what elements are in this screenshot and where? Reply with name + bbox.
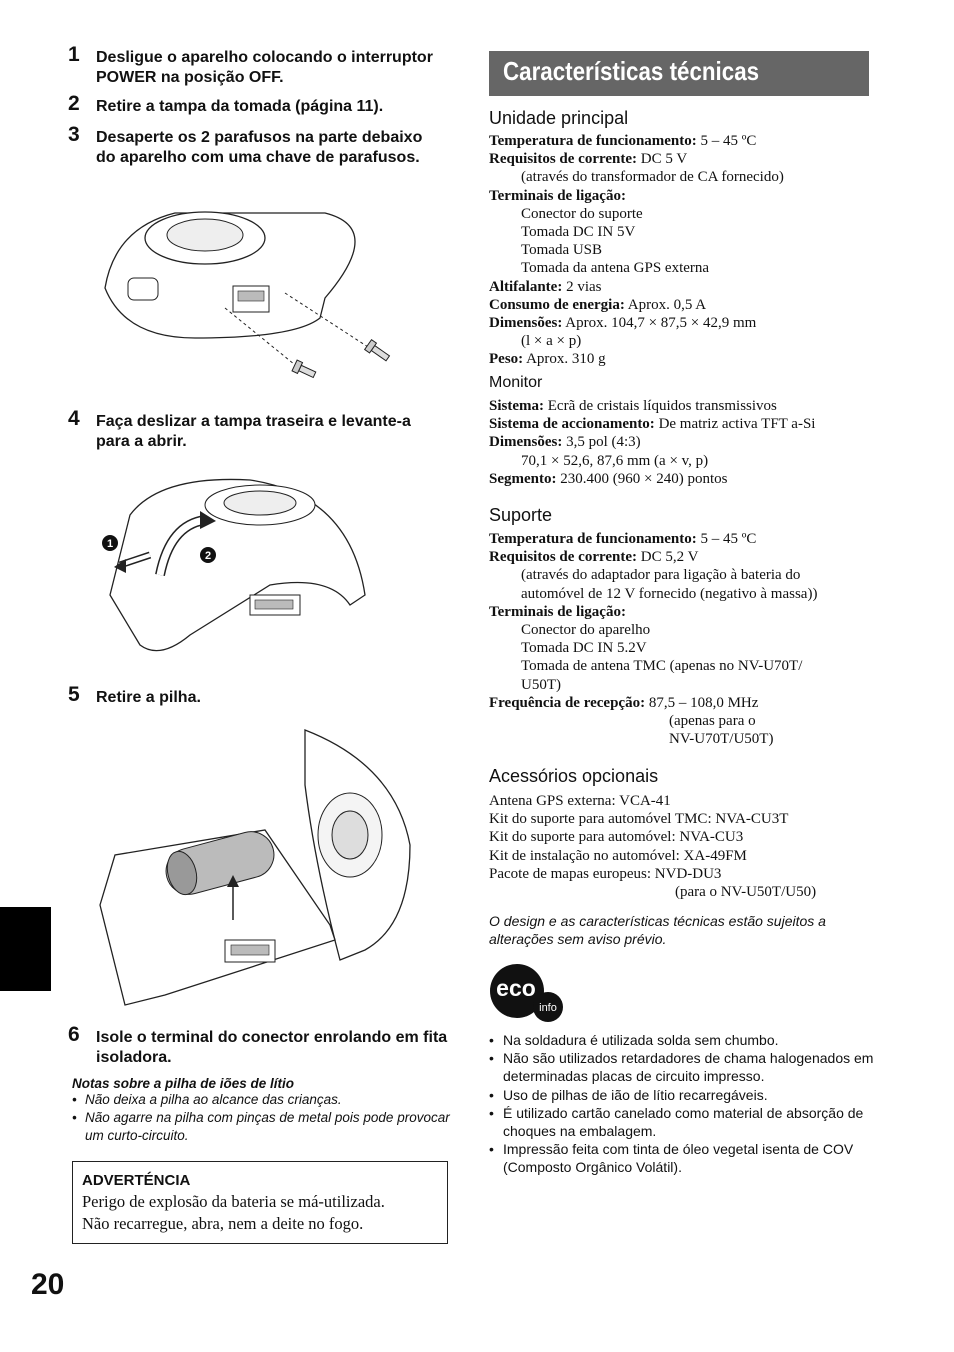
spec-value: Aprox. 0,5 A [624,296,707,313]
info-text: info [539,1002,557,1014]
accessory-item: Kit do suporte para automóvel TMC: NVA-CU3T [489,811,789,828]
callout-2: 2 [204,550,212,562]
accessory-note: (para o NV-U50T/U50) [675,884,817,901]
heading-unidade: Unidade principal [489,108,629,128]
spec-label: Temperatura de funcionamento: [489,133,697,149]
spec-note: (l × a × p) [521,333,582,350]
notes-title: Notas sobre a pilha de iões de lítio [72,1076,295,1091]
spec-item: Conector do aparelho [521,622,651,639]
eco-info-logo [489,963,569,1028]
warning-line: Não recarregue, abra, nem a deite no fogo. [82,1214,364,1233]
page-number: 20 [31,1268,65,1301]
spec-label: Requisitos de corrente: [489,151,638,168]
specs-unidade [489,132,889,369]
spec-value: Aprox. 310 g [523,351,606,368]
spec-label: Altifalante: [489,278,563,295]
spec-label: Peso: [489,351,524,368]
specs-monitor [489,397,889,488]
spec-value: DC 5,2 V [637,549,699,566]
step-text: Desligue o aparelho colocando o interruptor POWER na posição OFF. [96,49,433,86]
eco-list [489,1031,874,1177]
eco-text: eco [496,975,536,1001]
step-number: 4 [68,407,80,430]
step-5 [68,683,458,708]
spec-label: Terminais de ligação: [489,187,626,204]
specs-suporte [489,530,889,748]
spec-item: Conector do suporte [521,205,643,222]
spec-value: 2 vias [562,278,602,295]
spec-label: Consumo de energia: [489,296,625,313]
step-text: Faça deslizar a tampa traseira e levante-a para a abrir. [96,413,411,450]
section-tab-marker [0,907,51,991]
spec-note: 70,1 × 52,6, 87,6 mm (a × v, p) [521,452,709,469]
accessory-item: Antena GPS externa: VCA-41 [489,793,671,809]
heading-acessorios: Acessórios opcionais [489,766,659,786]
spec-label: Dimensões: [489,434,563,451]
spec-value: 3,5 pol (4:3) [562,434,641,451]
spec-item: Tomada de antena TMC (apenas no NV-U70T/ [521,658,803,675]
spec-label: Terminais de ligação: [489,603,626,620]
spec-item: Tomada da antena GPS externa [521,260,710,277]
step-number: 5 [68,683,80,706]
accessory-item: Pacote de mapas europeus: NVD-DU3 [489,865,722,882]
spec-label: Sistema: [489,398,544,414]
spec-label: Segmento: [489,470,557,487]
spec-value: 5 – 45 ºC [696,531,757,547]
section-title-bar [489,51,869,96]
spec-note: automóvel de 12 V fornecido (negativo à massa)) [521,585,818,602]
spec-value: Aprox. 104,7 × 87,5 × 42,9 mm [562,315,757,332]
note-item: • Não deixa a pilha ao alcance das crianças. [72,1091,457,1109]
spec-label: Frequência de recepção: [489,694,646,711]
spec-label: Dimensões: [489,315,563,332]
battery-notes [72,1076,457,1145]
spec-note: NV-U70T/U50T) [669,731,774,748]
step-number: 2 [68,92,80,115]
figure-screws-removal [95,198,395,388]
spec-value: DC 5 V [637,151,688,168]
spec-item: Tomada USB [521,242,603,259]
step-text: Desaperte os 2 parafusos na parte debaixo do aparelho com uma chave de parafusos. [96,129,423,166]
eco-item: • É utilizado cartão canelado como material de absorção de choques na embalagem. [489,1104,874,1140]
step-text: Retire a tampa da tomada (página 11). [96,98,384,115]
eco-item: • Impressão feita com tinta de óleo vegetal isenta de COV (Composto Orgânico Volátil). [489,1140,874,1176]
step-number: 6 [68,1023,80,1046]
spec-label: Requisitos de corrente: [489,549,638,566]
spec-label: Temperatura de funcionamento: [489,531,697,547]
step-3 [68,123,458,168]
step-text: Retire a pilha. [96,689,201,706]
spec-value: Ecrã de cristais líquidos transmissivos [544,398,777,414]
spec-item: Tomada DC IN 5.2V [521,640,647,657]
spec-value: De matriz activa TFT a-Si [654,416,816,433]
spec-note: (através do transformador de CA fornecido) [521,169,784,186]
step-number: 3 [68,123,80,146]
accessory-item: Kit de instalação no automóvel: XA-49FM [489,847,747,864]
step-1 [68,43,458,88]
step-text: Isole o terminal do conector enrolando em fita isoladora. [96,1029,448,1066]
specs-acessorios [489,792,889,901]
figure-open-back-cover [100,475,370,665]
disclaimer: O design e as características técnicas estão sujeitos a alterações sem aviso prévio. [489,913,826,947]
eco-item: • Uso de pilhas de ião de lítio recarregáveis. [489,1086,874,1104]
spec-item: Tomada DC IN 5V [521,224,636,241]
figure-remove-battery [95,725,415,1010]
heading-suporte: Suporte [489,505,553,525]
callout-1: 1 [106,538,114,550]
step-4 [68,407,458,452]
spec-value: 5 – 45 ºC [696,133,757,149]
note-item: • Não agarre na pilha com pinças de metal pois pode provocar um curto-circuito. [72,1109,457,1145]
spec-note: (através do adaptador para ligação à bateria do [521,567,801,584]
spec-value: 230.400 (960 × 240) pontos [556,470,728,487]
spec-value: 87,5 – 108,0 MHz [645,694,759,711]
step-6 [68,1023,458,1068]
warning-title: ADVERTÉNCIA [82,1172,191,1189]
spec-label: Sistema de accionamento: [489,416,655,433]
warning-box [72,1161,448,1244]
heading-monitor: Monitor [489,374,543,391]
spec-item: U50T) [521,676,561,693]
eco-item: • Não são utilizados retardadores de chama halogenados em determinadas placas de circuito impresso. [489,1049,874,1085]
accessory-item: Kit do suporte para automóvel: NVA-CU3 [489,829,744,846]
warning-line: Perigo de explosão da bateria se má-utilizada. [82,1192,385,1211]
spec-note: (apenas para o [669,713,756,730]
eco-item: • Na soldadura é utilizada solda sem chumbo. [489,1031,874,1049]
step-number: 1 [68,43,80,66]
step-2 [68,92,458,117]
section-title: Características técnicas [503,56,760,86]
